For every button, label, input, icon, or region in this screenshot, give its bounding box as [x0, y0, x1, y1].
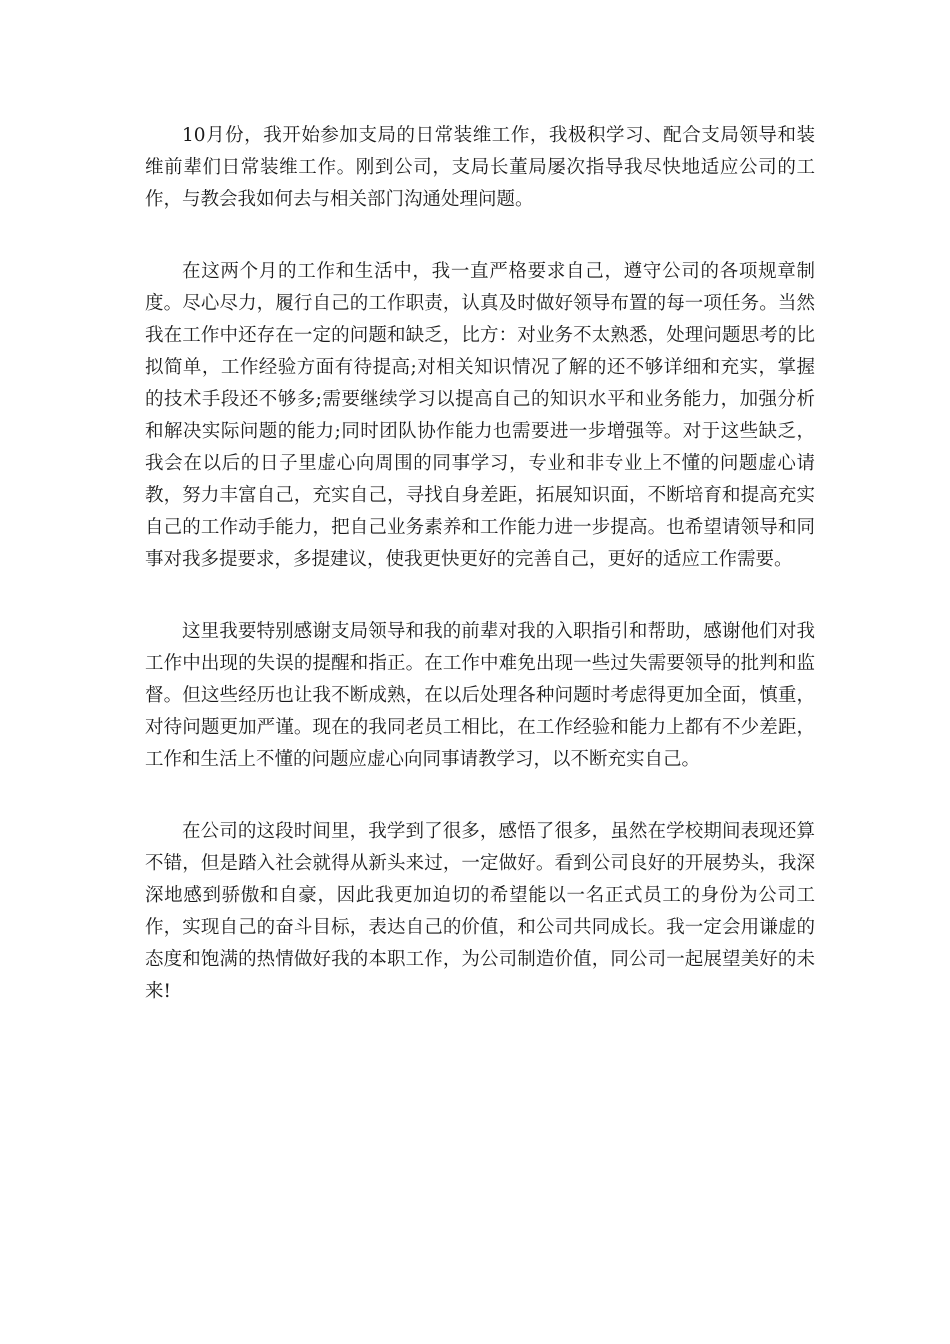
paragraph-1: 10月份，我开始参加支局的日常装维工作，我极积学习、配合支局领导和装维前辈们日常装维工作。刚到公司，支局长董局屡次指导我尽快地适应公司的工作，与教会我如何去与相关部门沟通处理问题。	[145, 125, 815, 210]
paragraph-3: 这里我要特别感谢支局领导和我的前辈对我的入职指引和帮助，感谢他们对我工作中出现的失误的提醒和指正。在工作中难免出现一些过失需要领导的批判和监督。但这些经历也让我不断成熟，在以后处理各种问题时考虑得更加全面，慎重，对待问题更加严谨。现在的我同老员工相比，在工作经验和能力上都有不少差距，工作和生活上不懂的问题应虚心向同事请教学习，以不断充实自己。	[145, 621, 815, 770]
paragraph-2: 在这两个月的工作和生活中，我一直严格要求自己，遵守公司的各项规章制度。尽心尽力，履行自己的工作职责，认真及时做好领导布置的每一项任务。当然我在工作中还存在一定的问题和缺乏，比方：对业务不太熟悉，处理问题思考的比拟简单，工作经验方面有待提高;对相关知识情况了解的还不够详细和充实，掌握的技术手段还不够多;需要继续学习以提高自己的知识水平和业务能力，加强分析和解决实际问题的能力;同时团队协作能力也需要进一步增强等。对于这些缺乏，我会在以后的日子里虚心向周围的同事学习，专业和非专业上不懂的问题虚心请教，努力丰富自己，充实自己，寻找自身差距，拓展知识面，不断培育和提高充实自己的工作动手能力，把自己业务素养和工作能力进一步提高。也希望请领导和同事对我多提要求，多提建议，使我更快更好的完善自己，更好的适应工作需要。	[145, 261, 815, 570]
document-body	[145, 120, 815, 1048]
paragraph-4: 在公司的这段时间里，我学到了很多，感悟了很多，虽然在学校期间表现还算不错，但是踏入社会就得从新头来过，一定做好。看到公司良好的开展势头，我深深地感到骄傲和自豪，因此我更加迫切的希望能以一名正式员工的身份为公司工作，实现自己的奋斗目标，表达自己的价值，和公司共同成长。我一定会用谦虚的态度和饱满的热情做好我的本职工作，为公司制造价值，同公司一起展望美好的未来!	[145, 821, 815, 1002]
